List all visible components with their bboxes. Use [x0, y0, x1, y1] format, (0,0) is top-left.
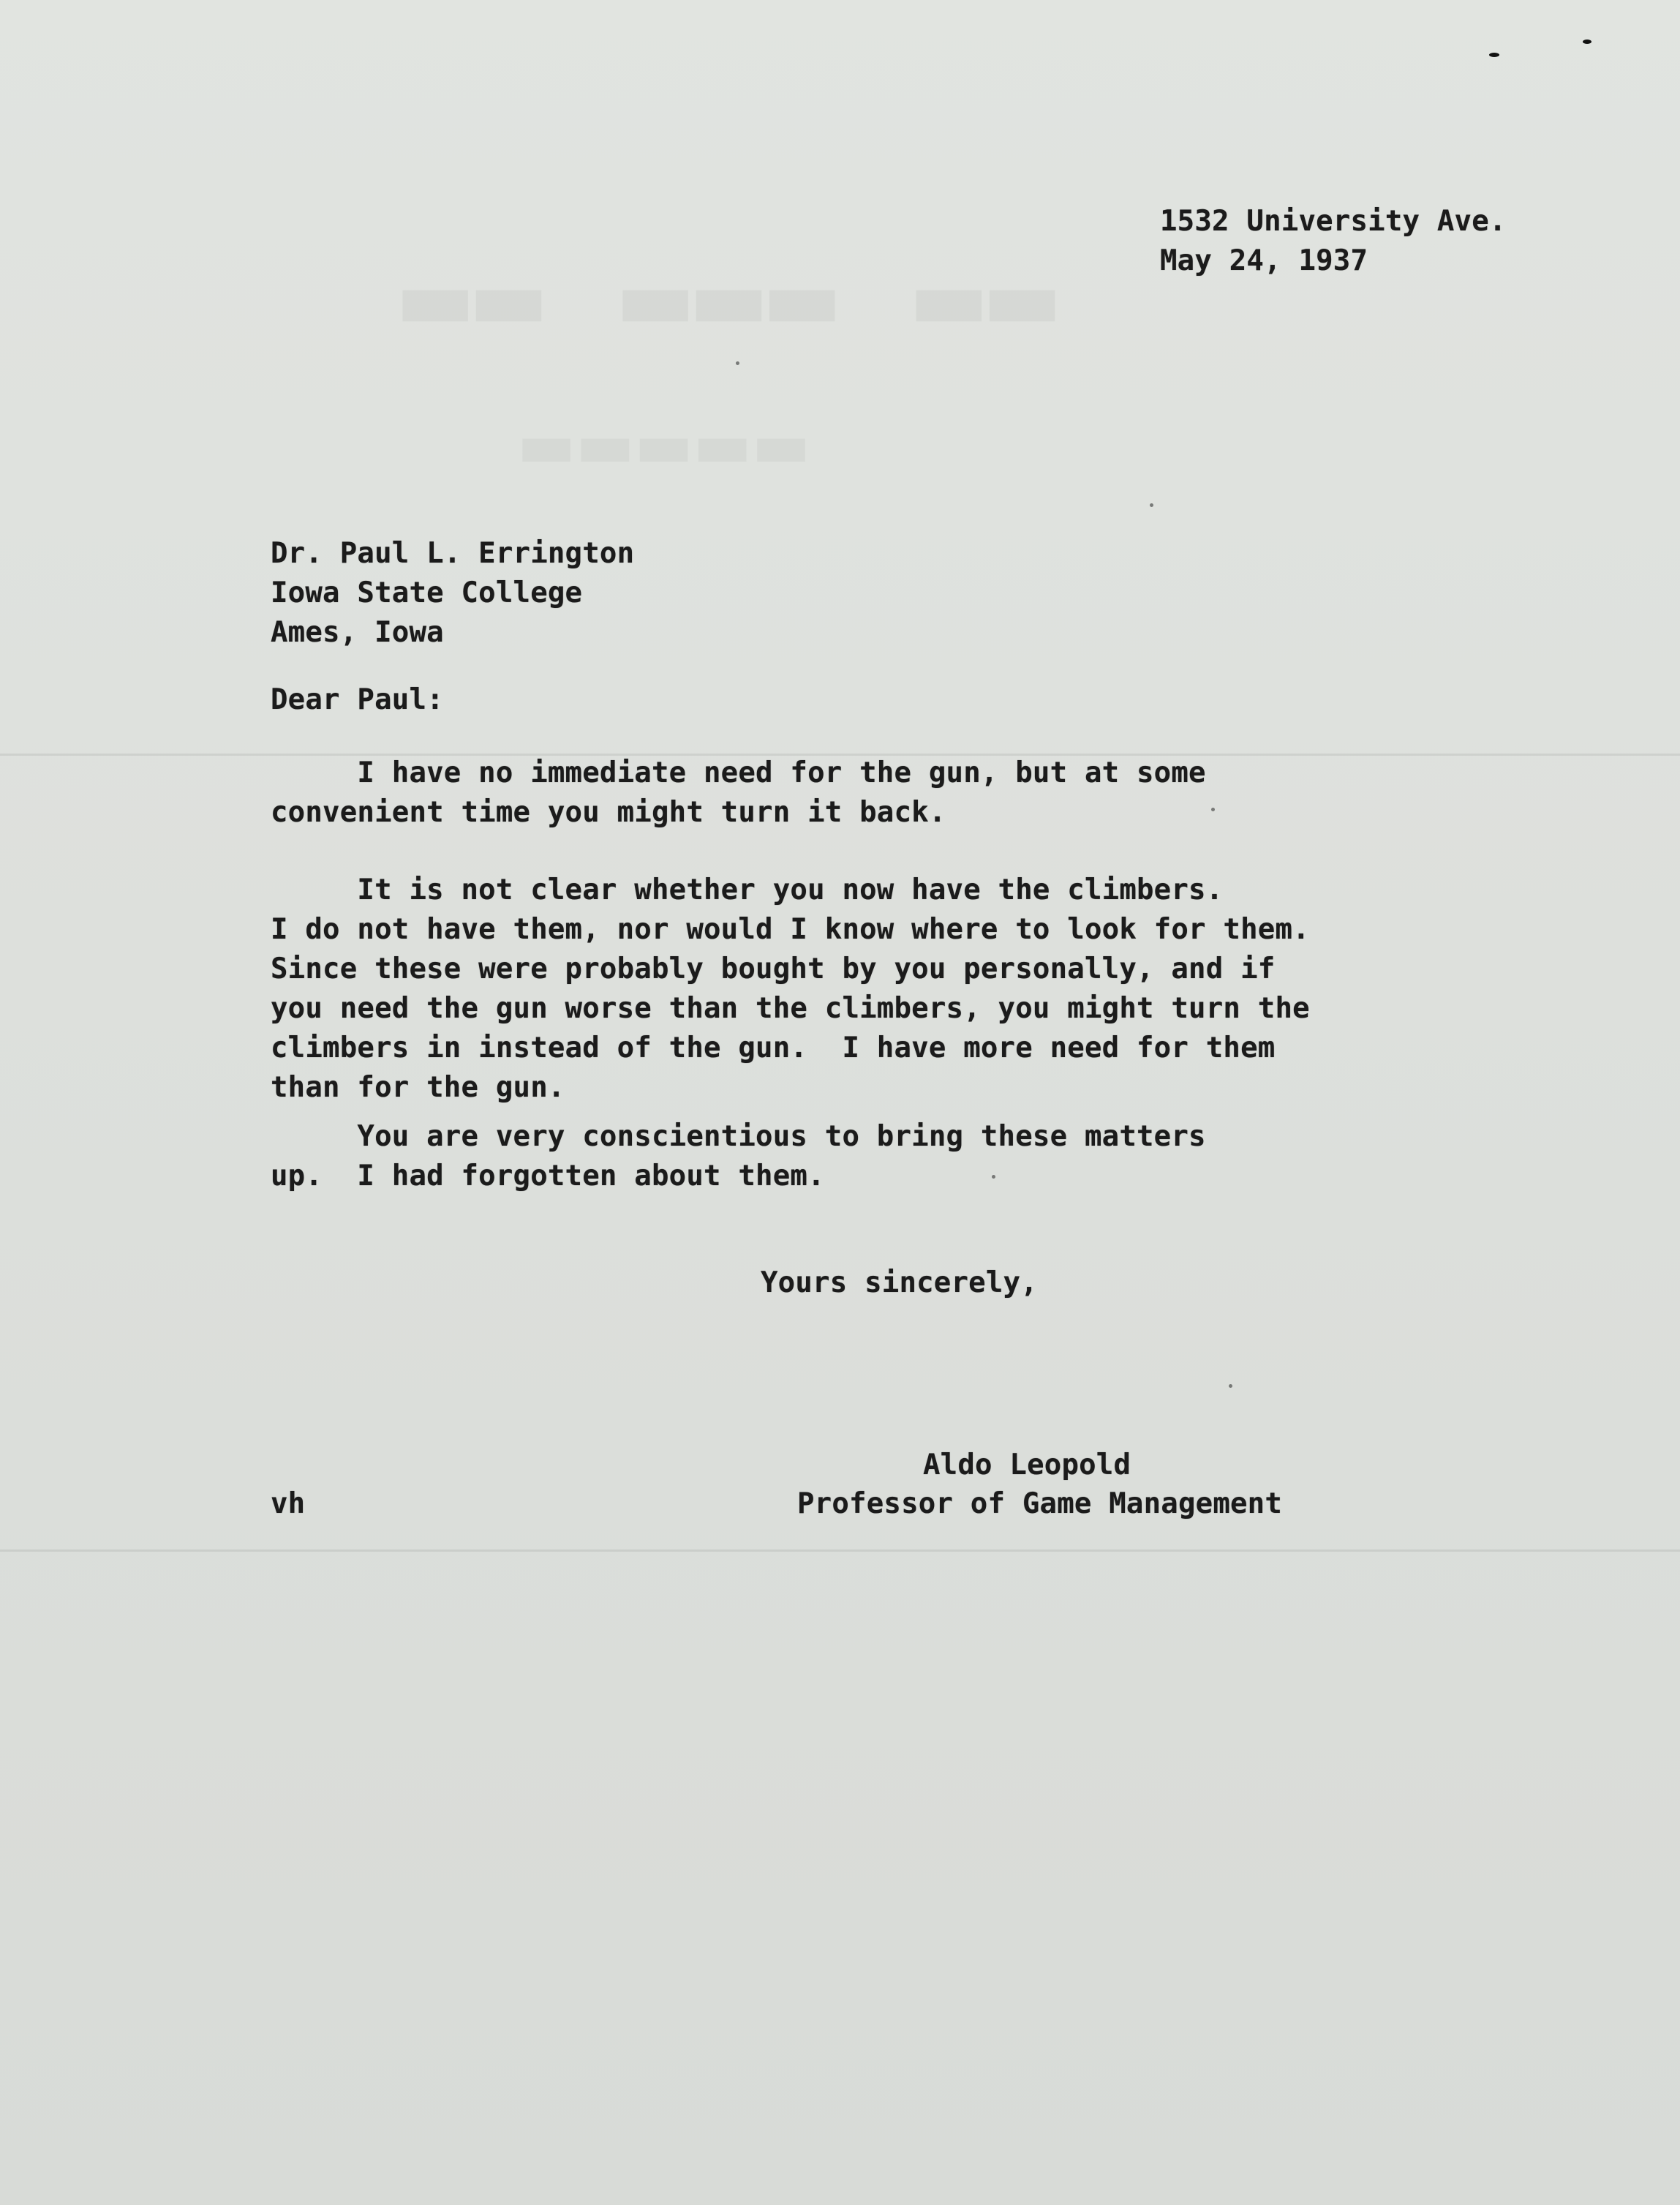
- paragraph-line: I do not have them, nor would I know where to look for them.: [271, 913, 1310, 946]
- paragraph-line: convenient time you might turn it back.: [271, 796, 946, 829]
- recipient-name: Dr. Paul L. Errington: [271, 537, 635, 570]
- body-paragraph: [271, 754, 1206, 833]
- sender-address-block: [1160, 202, 1507, 281]
- bleed-through-texture: ▬▬ ▬▬▬ ▬▬: [395, 233, 1055, 361]
- signature-title: Professor of Game Management: [797, 1487, 1283, 1520]
- letter-date: May 24, 1937: [1160, 244, 1368, 277]
- closing: Yours sincerely,: [761, 1266, 1038, 1299]
- paragraph-line: I have no immediate need for the gun, but at some: [271, 756, 1206, 789]
- paragraph-line: You are very conscientious to bring these matters: [271, 1120, 1206, 1153]
- paper-speck: [1229, 1384, 1232, 1388]
- paper-speck: [1583, 40, 1592, 44]
- paper-speck: [1150, 503, 1153, 507]
- body-paragraph: [271, 1117, 1206, 1196]
- sender-address: 1532 University Ave.: [1160, 205, 1507, 238]
- paper-speck: [1489, 53, 1499, 57]
- recipient-block: [271, 534, 634, 653]
- paragraph-line: than for the gun.: [271, 1071, 565, 1104]
- bleed-through-texture: ▬▬▬▬▬: [512, 397, 806, 490]
- fold-line: [0, 1549, 1680, 1552]
- paragraph-line: up. I had forgotten about them.: [271, 1160, 825, 1192]
- recipient-city: Ames, Iowa: [271, 616, 444, 649]
- body-paragraph: [271, 871, 1310, 1108]
- paragraph-line: Since these were probably bought by you personally, and if: [271, 953, 1276, 985]
- paragraph-line: It is not clear whether you now have the climbers.: [271, 874, 1224, 906]
- paragraph-line: climbers in instead of the gun. I have more need for them: [271, 1032, 1276, 1064]
- paragraph-line: you need the gun worse than the climbers, you might turn the: [271, 992, 1310, 1025]
- paper-speck: [1211, 808, 1215, 811]
- signature-name: Aldo Leopold: [923, 1449, 1131, 1481]
- paper-speck: [992, 1175, 995, 1179]
- typist-initials: vh: [271, 1487, 306, 1520]
- salutation: Dear Paul:: [271, 683, 444, 716]
- paper-speck: [736, 361, 739, 365]
- recipient-institution: Iowa State College: [271, 576, 583, 609]
